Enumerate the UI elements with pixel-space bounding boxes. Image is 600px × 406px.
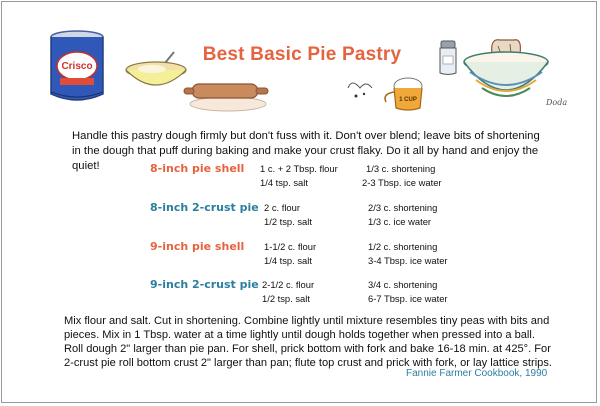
recipe-name: 9-inch 2-crust pie: [150, 278, 259, 291]
ingredient: 1 c. + 2 Tbsp. flour: [260, 163, 338, 174]
ingredient: 2/3 c. shortening: [368, 202, 438, 213]
ingredient: 2-3 Tbsp. ice water: [362, 177, 442, 188]
card-title: Best Basic Pie Pastry: [202, 44, 402, 65]
shortening-can-illustration: [46, 28, 108, 106]
mixing-bowl-illustration: [122, 50, 190, 94]
recipe-row: [2, 162, 597, 192]
ingredient: 1/3 c. ice water: [368, 216, 432, 227]
dough-bowl-illustration: [460, 32, 552, 108]
source-credit: Fannie Farmer Cookbook, 1990: [406, 368, 548, 379]
intro-text: Handle this pastry dough firmly but don't fuss with it. Don't over blend; leave bits of shortening in the dough that puff during baking and make your crust flaky. Do it all by hand and enjoy the quiet!: [72, 130, 540, 172]
ingredient: 2-1/2 c. flour: [262, 279, 315, 290]
method-text: Mix flour and salt. Cut in shortening. Combine lightly until mixture resembles tiny peas with bits and pieces. Mix in 1 Tbsp. water at a time lightly until dough holds together when pressed into a ball. Roll dough 2" larger than pie pan. For shell, prick bottom with fork and bake 16-18 min. at 425°. For 2-crust pie roll bottom crust 2" larger than pan; flute top crust and prick with fork, or lay lattice strips.: [64, 315, 552, 369]
ingredient: 1-1/2 c. flour: [264, 241, 317, 252]
artist-signature: Doda: [546, 98, 568, 107]
ingredient: 3-4 Tbsp. ice water: [368, 255, 448, 266]
salt-shaker-illustration: [437, 40, 459, 76]
recipe-name: 8-inch pie shell: [150, 162, 245, 175]
can-label-text: Crisco: [61, 61, 93, 72]
ingredient: 1/2 tsp. salt: [264, 216, 312, 227]
recipe-row: [2, 278, 597, 308]
ingredient: 3/4 c. shortening: [368, 279, 438, 290]
ingredient: 1/4 tsp. salt: [264, 255, 312, 266]
rolling-pin-illustration: [182, 78, 272, 114]
measuring-cup-label: 1 CUP: [399, 97, 417, 103]
recipe-name: 8-inch 2-crust pie: [150, 201, 259, 214]
ingredient: 1/4 tsp. salt: [260, 177, 308, 188]
measuring-cup-illustration: [342, 70, 432, 114]
ingredient: 2 c. flour: [264, 202, 300, 213]
recipe-row: [2, 201, 597, 231]
ingredient: 1/2 c. shortening: [368, 241, 438, 252]
recipe-name: 9-inch pie shell: [150, 240, 245, 253]
recipe-card: [1, 1, 597, 403]
ingredient: 1/2 tsp. salt: [262, 293, 310, 304]
ingredient: 6-7 Tbsp. ice water: [368, 293, 448, 304]
recipe-row: [2, 240, 597, 270]
ingredient: 1/3 c. shortening: [366, 163, 436, 174]
